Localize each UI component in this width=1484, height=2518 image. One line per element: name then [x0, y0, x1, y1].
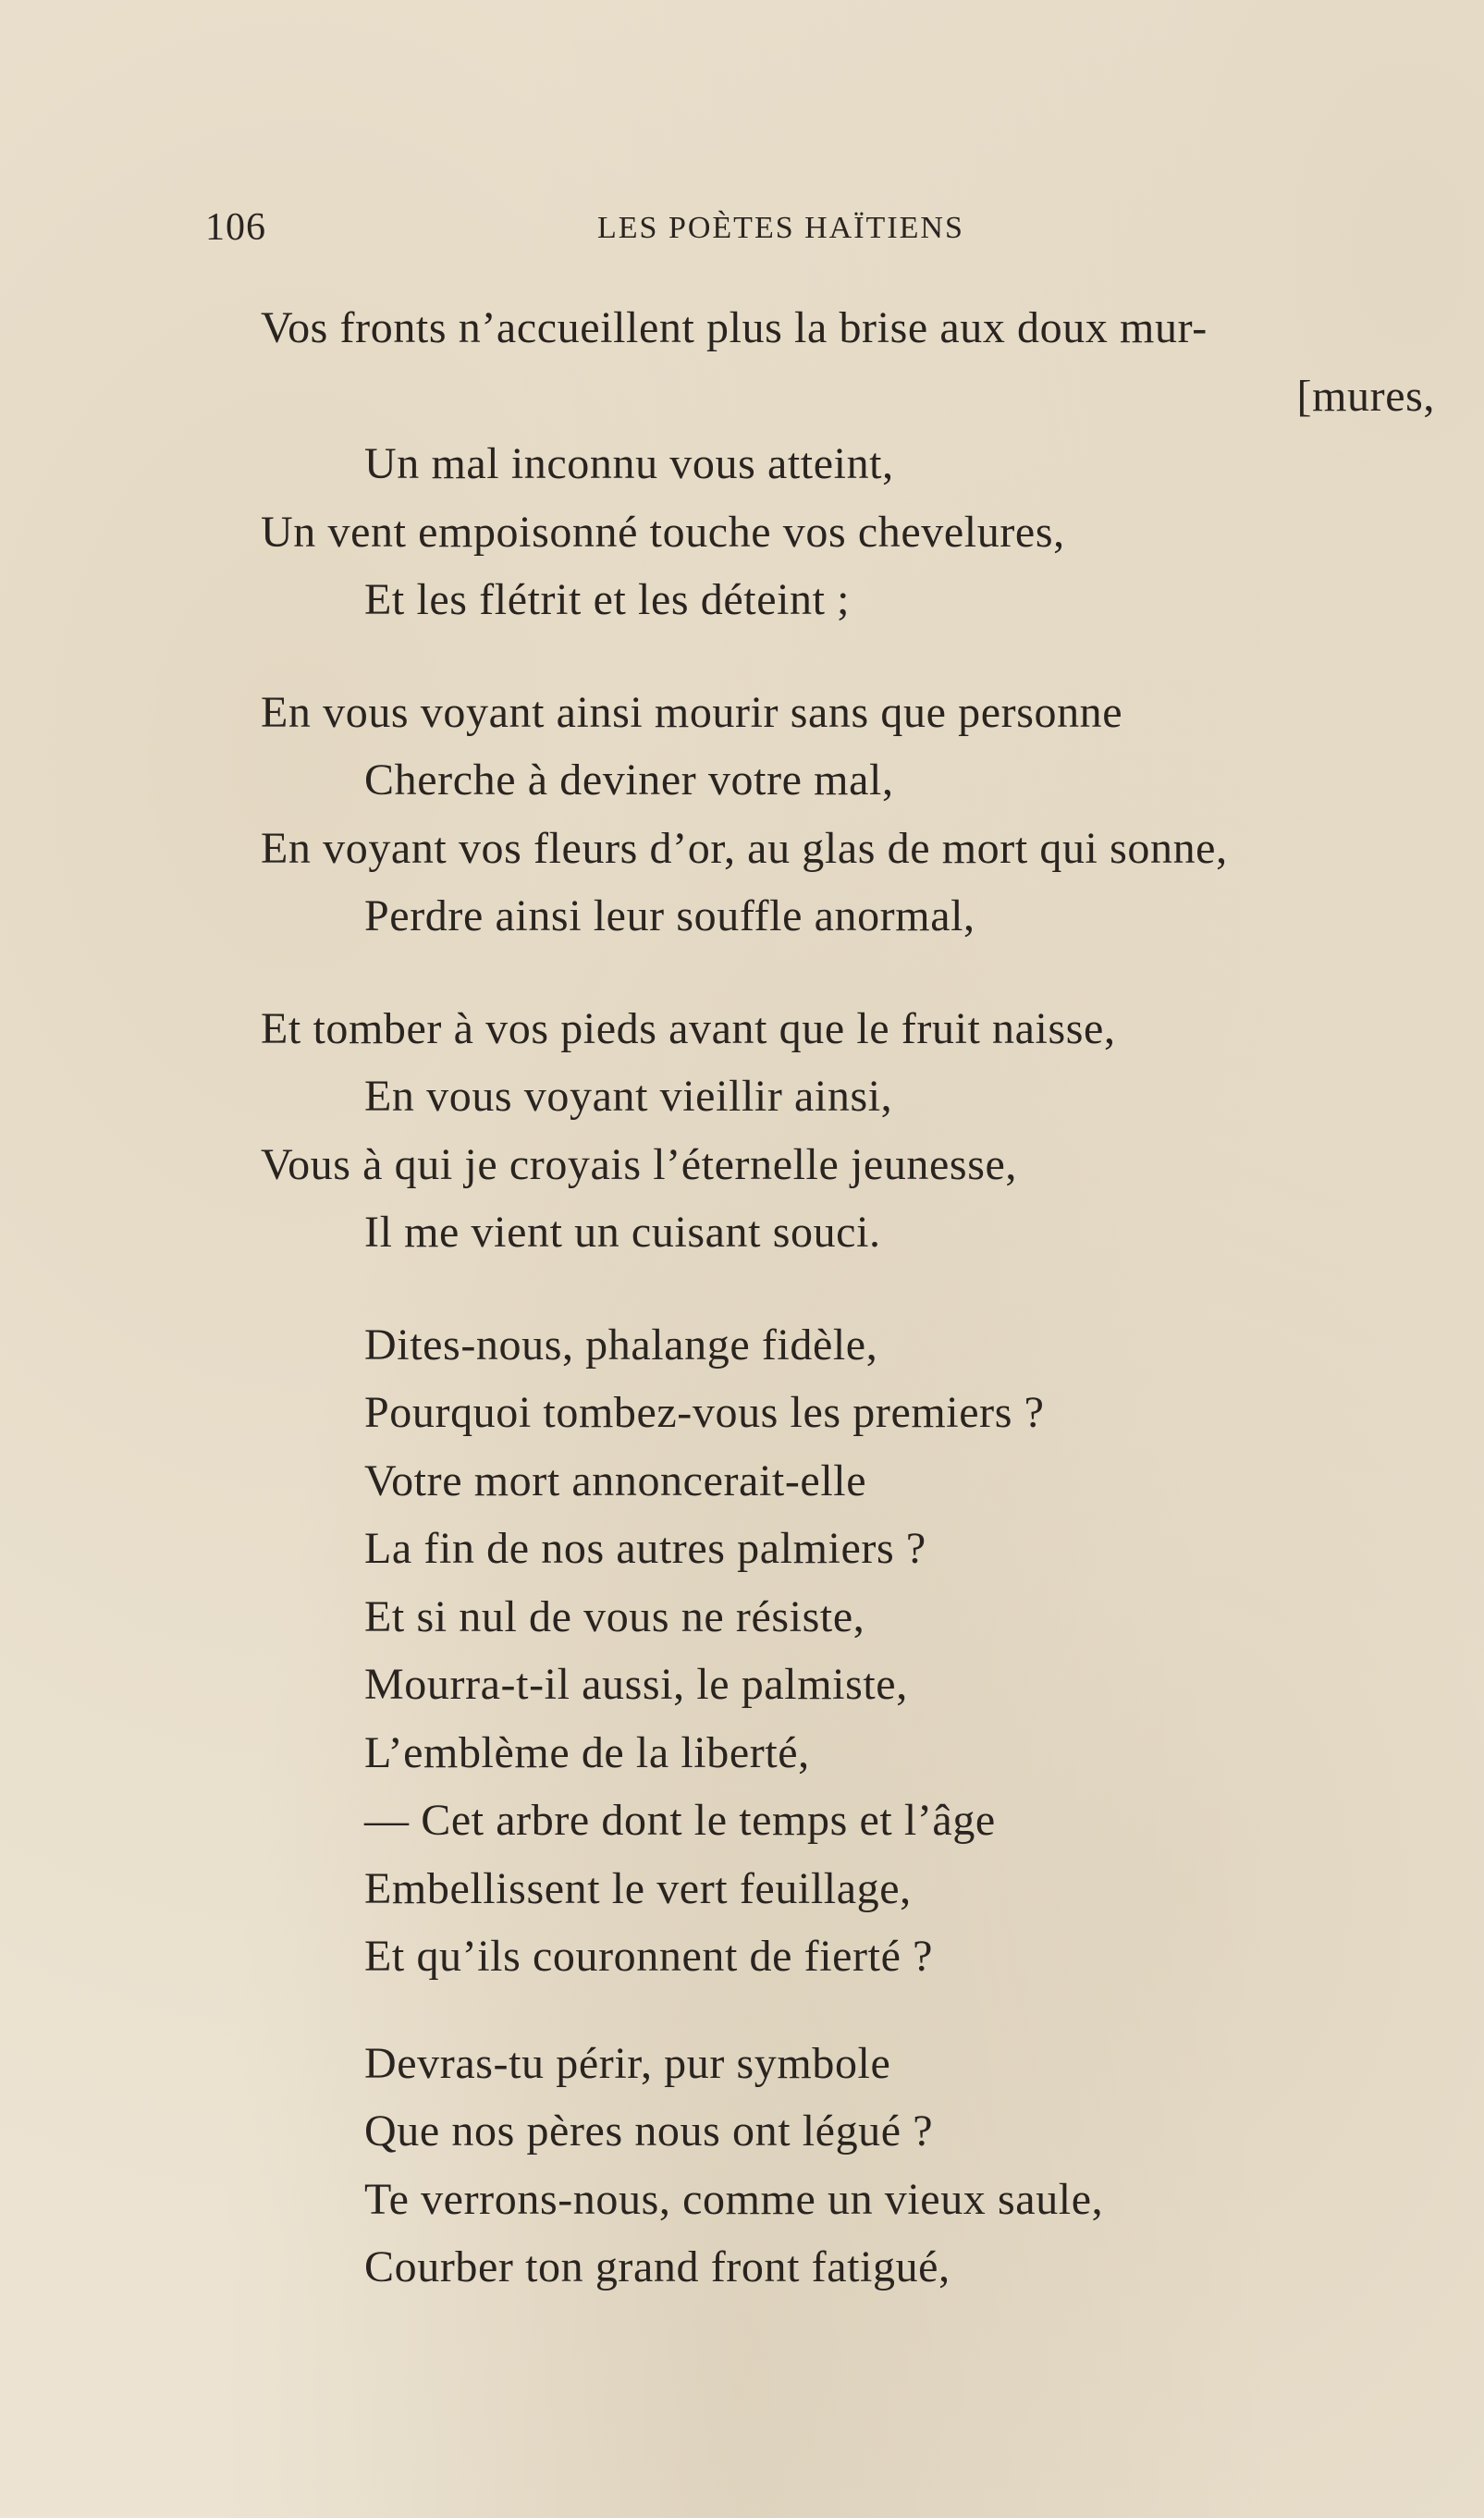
poem-line: Te verrons-nous, comme un vieux saule, [364, 2174, 1104, 2224]
poem-line: Et tomber à vos pieds avant que le fruit naisse, [261, 1003, 1116, 1053]
poem-line: Courber ton grand front fatigué, [364, 2242, 950, 2291]
poem-line: Vos fronts n’accueillent plus la brise aux doux mur- [261, 303, 1208, 352]
poem-line: La fin de nos autres palmiers ? [364, 1524, 926, 1573]
stanza-gap [261, 1267, 1435, 1311]
stanza [261, 2030, 1435, 2302]
poem-line: Pourquoi tombez-vous les premiers ? [364, 1388, 1045, 1437]
poem-line: Et qu’ils couronnent de fierté ? [364, 1932, 933, 1981]
stanza [261, 294, 1435, 634]
poem-line: Votre mort annoncerait-elle [364, 1456, 867, 1505]
poem-line: — Cet arbre dont le temps et l’âge [364, 1796, 996, 1845]
stanza-gap [261, 1991, 1435, 2030]
poem-line: Dites-nous, phalange fidèle, [364, 1320, 878, 1370]
poem-line-continuation: [mures, [1296, 371, 1435, 421]
poem-line: Il me vient un cuisant souci. [364, 1208, 881, 1257]
poem-line: Un vent empoisonné touche vos chevelures, [261, 507, 1065, 557]
page-number: 106 [205, 206, 266, 249]
poem [261, 294, 1435, 2302]
poem-line: Mourra-t-il aussi, le palmiste, [364, 1660, 908, 1709]
poem-line: En vous voyant ainsi mourir sans que personne [261, 687, 1123, 737]
stanza [261, 679, 1435, 951]
poem-line: Perdre ainsi leur souffle anormal, [364, 891, 975, 940]
running-title: LES POÈTES HAÏTIENS [597, 211, 964, 245]
stanza [261, 995, 1435, 1267]
stanza-gap [261, 634, 1435, 679]
poem-line: Vous à qui je croyais l’éternelle jeunesse, [261, 1139, 1017, 1189]
poem-line: Devras-tu périr, pur symbole [364, 2038, 891, 2088]
page-header [205, 205, 1435, 261]
poem-line: En voyant vos fleurs d’or, au glas de mort qui sonne, [261, 823, 1228, 873]
poem-line: Embellissent le vert feuillage, [364, 1863, 912, 1913]
stanza [261, 1311, 1435, 1991]
poem-line: Cherche à deviner votre mal, [364, 755, 894, 805]
poem-line: Et les flétrit et les déteint ; [364, 575, 851, 624]
poem-line: Que nos pères nous ont légué ? [364, 2107, 934, 2156]
poem-line: Et si nul de vous ne résiste, [364, 1591, 865, 1641]
poem-line: Un mal inconnu vous atteint, [364, 439, 894, 488]
poem-line: L’emblème de la liberté, [364, 1727, 810, 1777]
poem-line: En vous voyant vieillir ainsi, [364, 1072, 893, 1121]
stanza-gap [261, 951, 1435, 995]
